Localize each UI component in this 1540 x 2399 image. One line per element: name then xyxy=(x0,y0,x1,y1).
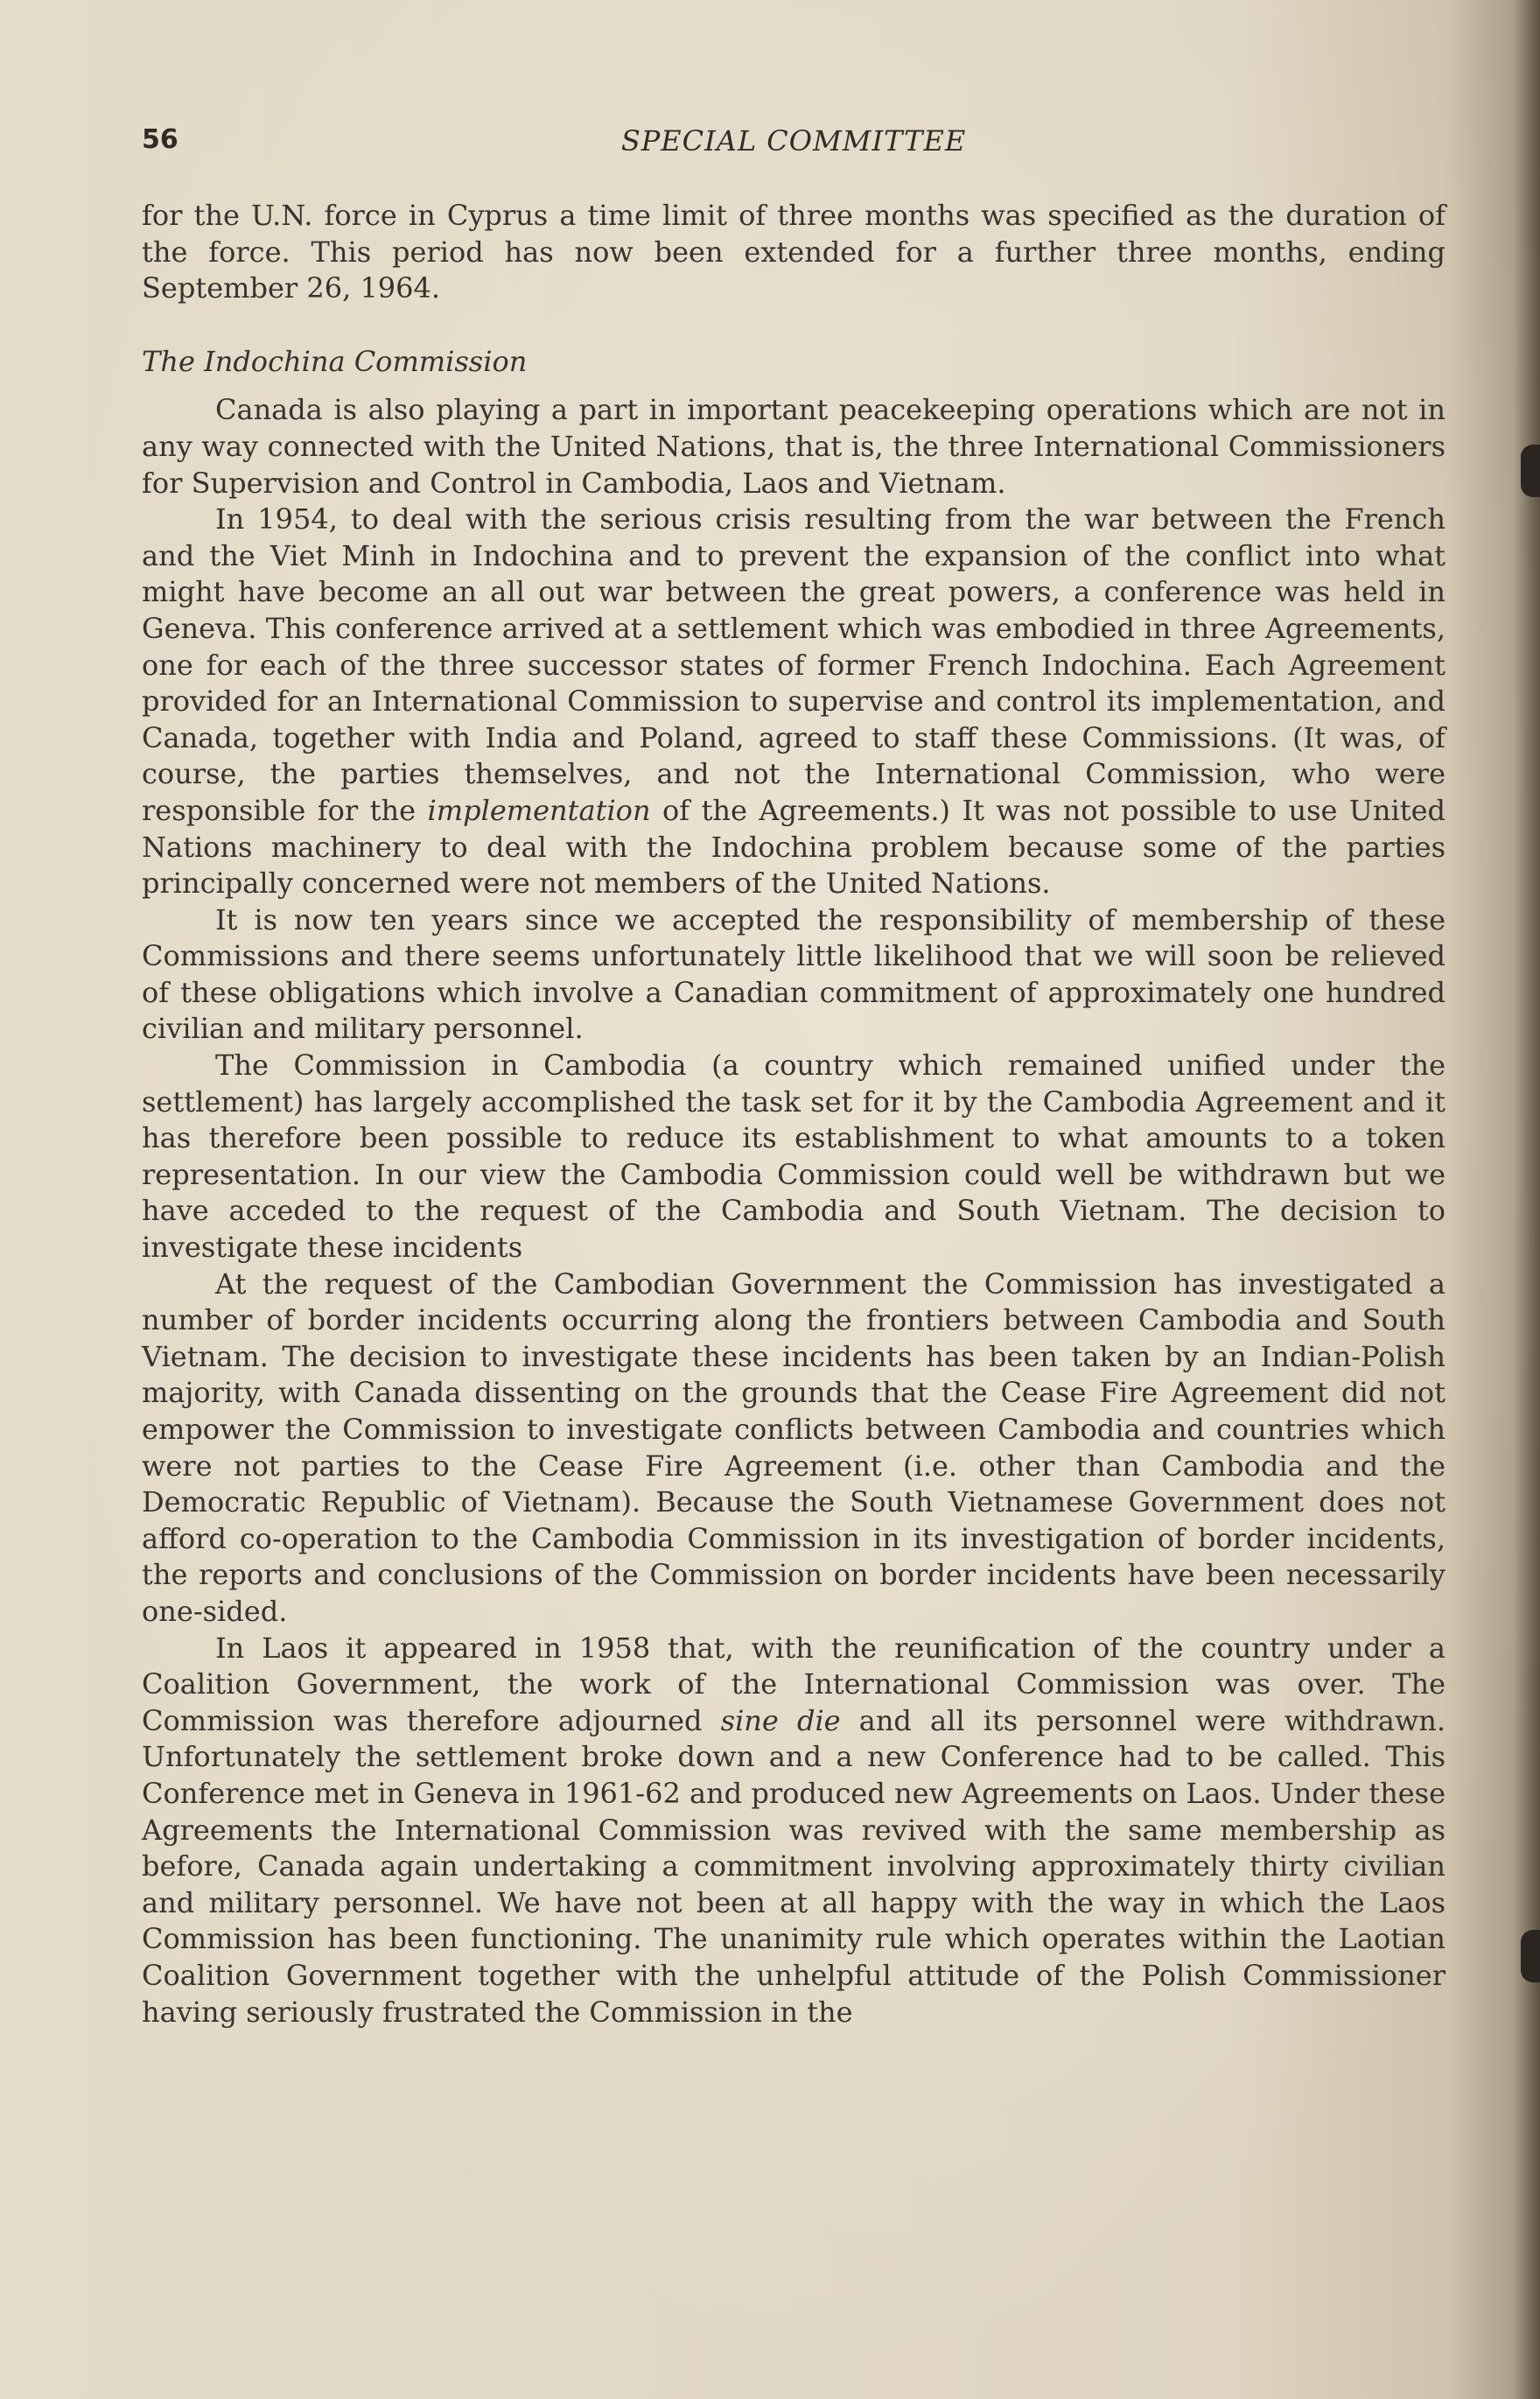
continuation-paragraph: for the U.N. force in Cyprus a time limit of three months was specified as the duration of the force. This period has now been extended for a further three months, ending September 26, 1964. xyxy=(142,199,1446,305)
binding-hole xyxy=(1521,445,1540,497)
paragraph-6-text: In Laos it appeared in 1958 that, with the reunification of the country under a Coalition Government, the work of the International Commission was over. The Commission was therefore adjourned xyxy=(142,1631,1446,1737)
paragraph-3: It is now ten years since we accepted the responsibility of membership of these Commissions and there seems unfortunately little likelihood that we will soon be relieved of these obligations which involve a Canadian commitment of approximately one hundred civilian and military personnel. xyxy=(142,902,1446,1046)
paragraph-1: Canada is also playing a part in important peacekeeping operations which are not in any way connected with the United Nations, that is, the three International Commissioners for Supervision and Control in Cambodia, Laos and Vietnam. xyxy=(142,393,1446,500)
emphasis-sine-die: sine die xyxy=(720,1703,841,1737)
page-number: 56 xyxy=(142,124,178,155)
paragraph-6 xyxy=(142,1631,1446,2031)
paragraph-5: At the request of the Cambodian Government the Commission has investigated a number of border incidents occurring along the frontiers between Cambodia and South Vietnam. The decision to investigate these incidents has been taken by an Indian-Polish majority, with Canada dissenting on the grounds that the Cease Fire Agreement did not empower the Commission to investigate conflicts between Cambodia and countries which were not parties to the Cease Fire Agreement (i.e. other than Cambodia and the Democratic Republic of Vietnam). Because the South Vietnamese Government does not afford co-operation to the Cambodia Commission in its investigation of border incidents, the reports and conclusions of the Commission on border incidents have been necessarily one-sided. xyxy=(142,1266,1446,1628)
paragraph-2-text-end: of the Agreements.) It was not possible to use United Nations machinery to deal with the Indochina problem because some of the parties principally concerned were not members of the United Nations. xyxy=(142,793,1446,901)
running-head: SPECIAL COMMITTEE xyxy=(620,124,967,158)
section-heading: The Indochina Commission xyxy=(142,344,528,378)
paragraph-2 xyxy=(142,502,1446,902)
binding-hole xyxy=(1521,1930,1540,1982)
page-edge-shadow xyxy=(1514,0,1540,2399)
paragraph-2-text: In 1954, to deal with the serious crisis resulting from the war between the French and the Viet Minh in Indochina and to prevent the expansion of the conflict into what might have become an all out war between the great powers, a conference was held in Geneva. This conference arrived at a settlement which was embodied in three Agreements, one for each of the three successor states of former French Indochina. Each Agreement provided for an International Commission to supervise and control its implementation, and Canada, together with India and Poland, agreed to staff these Commissions. (It was, of course, the parties themselves, and not the International Commission, who were responsible for the xyxy=(142,502,1446,827)
emphasis-implementation: implementation xyxy=(427,793,651,827)
page-header xyxy=(142,124,1446,163)
paragraph-6-text-end: and all its personnel were withdrawn. Unfortunately the settlement broke down and a new Conference had to be called. This Conference met in Geneva in 1961-62 and produced new Agreements on Laos. Under these Agreements the International Commission was revived with the same membership as before, Canada again undertaking a commitment involving approximately thirty civilian and military personnel. We have not been at all happy with the way in which the Laos Commission has been functioning. The unanimity rule which operates within the Laotian Coalition Government together with the unhelpful attitude of the Polish Commissioner having seriously frustrated the Commission in the xyxy=(142,1703,1446,2029)
body-text xyxy=(142,198,1446,2031)
paragraph-4: The Commission in Cambodia (a country which remained unified under the settlement) has largely accomplished the task set for it by the Cambodia Agreement and it has therefore been possible to reduce its establishment to what amounts to a token representation. In our view the Cambodia Commission could well be withdrawn but we have acceded to the request of the Cambodia and South Vietnam. The decision to investigate these incidents xyxy=(142,1049,1446,1265)
